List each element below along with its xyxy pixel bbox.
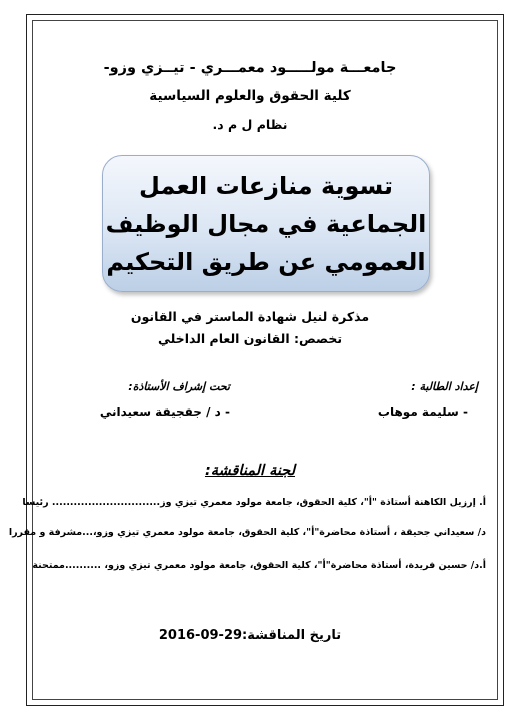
- supervision-label: تحت إشراف الأستاذة:: [128, 380, 230, 393]
- university-name: جامعـــة مولـــــود معمـــري - تيــزي وزو-: [103, 60, 397, 76]
- study-system: نظام ل م د.: [212, 117, 288, 132]
- thesis-title-line-2: الجماعية في مجال الوظيف: [105, 209, 427, 238]
- student-name: - سليمة موهاب: [377, 405, 468, 419]
- memo-description: مذكرة لنيل شهادة الماستر في القانون: [130, 309, 370, 324]
- committee-title-text: لجنة المناقشة:: [204, 463, 296, 479]
- specialty: تخصص: القانون العام الداخلي: [157, 331, 343, 346]
- thesis-title-line-1: تسوية منازعات العمل: [138, 171, 394, 200]
- thesis-title-box: [102, 155, 430, 292]
- committee-member-supervisor: د/ سعيداني جحيقة ، أستاذة محاضرة"أ"، كلية الحقوق، جامعة مولود معمري تيزي وزو،...مشرفة و مقررا: [8, 527, 486, 538]
- committee-title: [40, 463, 460, 479]
- faculty-name: كلية الحقوق والعلوم السياسية: [149, 88, 351, 104]
- committee-member-examiner: أ.د/ حسين فريدة، أستاذة محاضرة"أ"، كلية الحقوق، جامعة مولود معمري تيزي وزو، ..........ممتحنة: [32, 560, 486, 571]
- thesis-title-line-3: العمومي عن طريق التحكيم: [106, 247, 426, 276]
- preparation-label: إعداد الطالبة :: [411, 380, 478, 393]
- defense-date: تاريخ المناقشة:29-09-2016: [158, 628, 342, 643]
- supervisor-name: - د / جقجيقة سعيداني: [99, 405, 230, 419]
- committee-member-president: أ. إرزيل الكاهنة أستاذة "أ"، كلية الحقوق، جامعة مولود معمري تيزي وز.............................. رئيسا: [22, 497, 486, 508]
